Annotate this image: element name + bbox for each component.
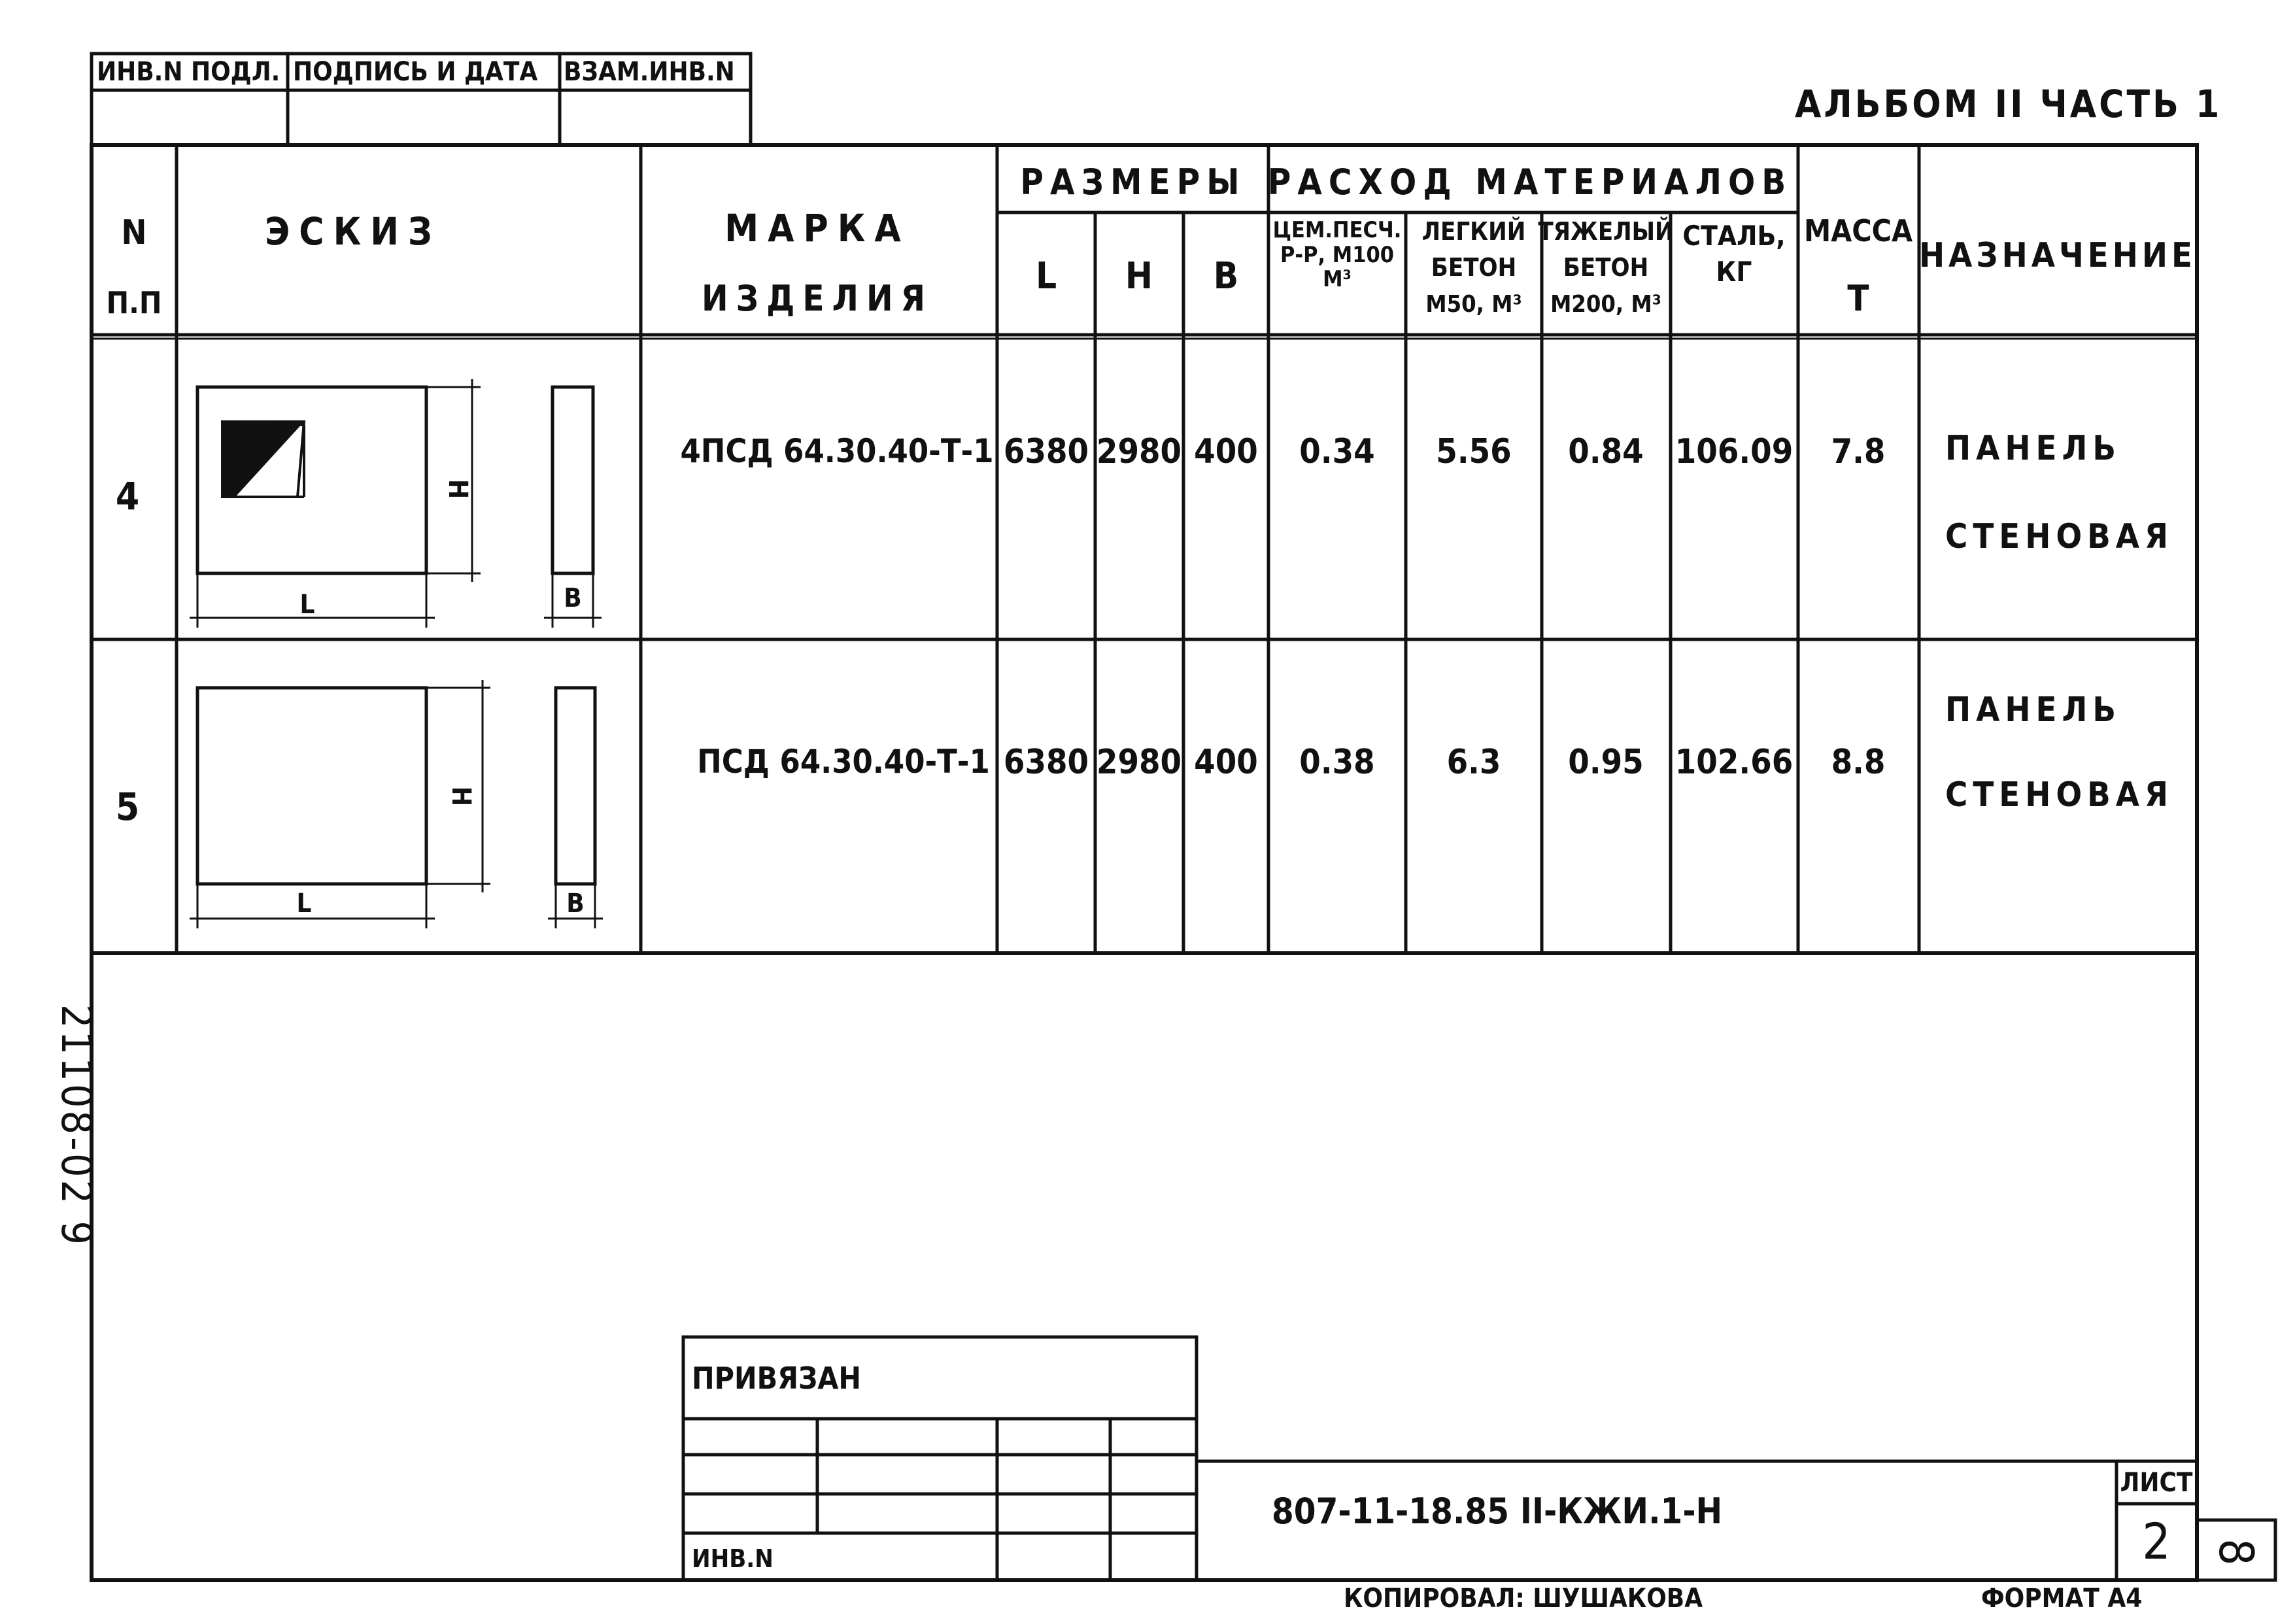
- row-5-purpose-1: ПАНЕЛЬ: [1945, 690, 2121, 730]
- format-label: ФОРМАТ А4: [1981, 1583, 2143, 1614]
- header-mat1-1: ЦЕМ.ПЕСЧ.: [1272, 217, 1402, 243]
- header-mark-1: МАРКА: [724, 206, 910, 250]
- row-5-num: 5: [115, 785, 140, 829]
- header-size-l: L: [1035, 255, 1057, 297]
- row-4-dim-b: В: [564, 583, 582, 613]
- header-purpose: НАЗНАЧЕНИЕ: [1919, 236, 2196, 275]
- row-4-num: 4: [115, 474, 140, 518]
- header-mat3-3: М200, М³: [1550, 291, 1661, 318]
- header-num-1: N: [121, 213, 147, 252]
- header-mat4-1: СТАЛЬ,: [1682, 220, 1786, 252]
- header-size-b: В: [1213, 255, 1239, 297]
- header-sizes: РАЗМЕРЫ: [1020, 161, 1246, 203]
- row-4-cement: 0.34: [1299, 432, 1375, 471]
- row-5-light: 6.3: [1446, 743, 1501, 782]
- inv-n-label: ИНВ.N: [692, 1544, 774, 1573]
- row-4-mass: 7.8: [1831, 432, 1886, 471]
- row-5-steel: 102.66: [1674, 743, 1794, 782]
- privyazan-label: ПРИВЯЗАН: [692, 1361, 862, 1396]
- row-5-mass: 8.8: [1831, 743, 1886, 782]
- sketch-row-5: [190, 680, 603, 928]
- row-5-dim-h: Н: [446, 786, 476, 807]
- row-4-purpose-1: ПАНЕЛЬ: [1945, 429, 2121, 468]
- header-mass-1: МАССА: [1804, 213, 1912, 248]
- copied-by: КОПИРОВАЛ: ШУШАКОВА: [1344, 1583, 1703, 1614]
- stamp-podpis-data: ПОДПИСЬ И ДАТА: [293, 57, 538, 87]
- row-5-dim-b: В: [566, 888, 585, 919]
- row-5-h: 2980: [1096, 743, 1182, 782]
- row-4-l: 6380: [1003, 432, 1089, 471]
- row-5-b: 400: [1194, 743, 1258, 782]
- header-mat2-1: ЛЕГКИЙ: [1421, 217, 1526, 246]
- header-num-2: П.П: [106, 285, 162, 320]
- sketch-row-4: [190, 379, 602, 628]
- header-size-h: Н: [1125, 255, 1153, 297]
- header-mat1-3: М³: [1323, 266, 1352, 292]
- header-mark-2: ИЗДЕЛИЯ: [701, 278, 934, 319]
- stamp-vzam-inv: ВЗАМ.ИНВ.N: [564, 57, 735, 87]
- stamp-inv-podl: ИНВ.N ПОДЛ.: [97, 57, 280, 87]
- row-5-mark: ПСД 64.30.40-Т-1: [697, 743, 990, 781]
- row-4-b: 400: [1194, 432, 1258, 471]
- header-mat4-2: КГ: [1716, 256, 1752, 288]
- header-mat2-2: БЕТОН: [1431, 253, 1517, 282]
- sheet-number: 2: [2142, 1512, 2171, 1570]
- sheet-label: ЛИСТ: [2120, 1468, 2193, 1498]
- row-5-l: 6380: [1003, 743, 1089, 782]
- header-mat3-1: ТЯЖЕЛЫЙ: [1538, 217, 1674, 246]
- header-sketch: ЭСКИЗ: [265, 209, 441, 254]
- side-document-number: 21108-02 9: [52, 1004, 101, 1248]
- row-4-steel: 106.09: [1674, 432, 1794, 471]
- document-code: 807-11-18.85 II-КЖИ.1-Н: [1272, 1491, 1723, 1532]
- header-mass-2: Т: [1847, 278, 1869, 319]
- row-4-heavy: 0.84: [1568, 432, 1644, 471]
- row-5-purpose-2: СТЕНОВАЯ: [1945, 775, 2174, 815]
- row-5-heavy: 0.95: [1568, 743, 1644, 782]
- row-4-mark: 4ПСД 64.30.40-Т-1: [680, 432, 994, 470]
- header-mat3-2: БЕТОН: [1563, 253, 1649, 282]
- header-materials: РАСХОД МАТЕРИАЛОВ: [1267, 161, 1793, 203]
- album-label: АЛЬБОМ II ЧАСТЬ 1: [1795, 82, 2222, 126]
- row-4-h: 2980: [1096, 432, 1182, 471]
- outer-frame: [92, 145, 2197, 1580]
- row-5-cement: 0.38: [1299, 743, 1375, 782]
- header-mat2-3: М50, М³: [1425, 291, 1522, 318]
- corner-mark: 8: [2209, 1538, 2264, 1566]
- row-4-dim-h: Н: [443, 479, 473, 499]
- row-4-purpose-2: СТЕНОВАЯ: [1945, 517, 2174, 556]
- header-mat1-2: Р-Р, М100: [1280, 242, 1395, 268]
- row-4-light: 5.56: [1436, 432, 1512, 471]
- row-5-dim-l: L: [296, 888, 312, 919]
- row-4-dim-l: L: [299, 590, 315, 620]
